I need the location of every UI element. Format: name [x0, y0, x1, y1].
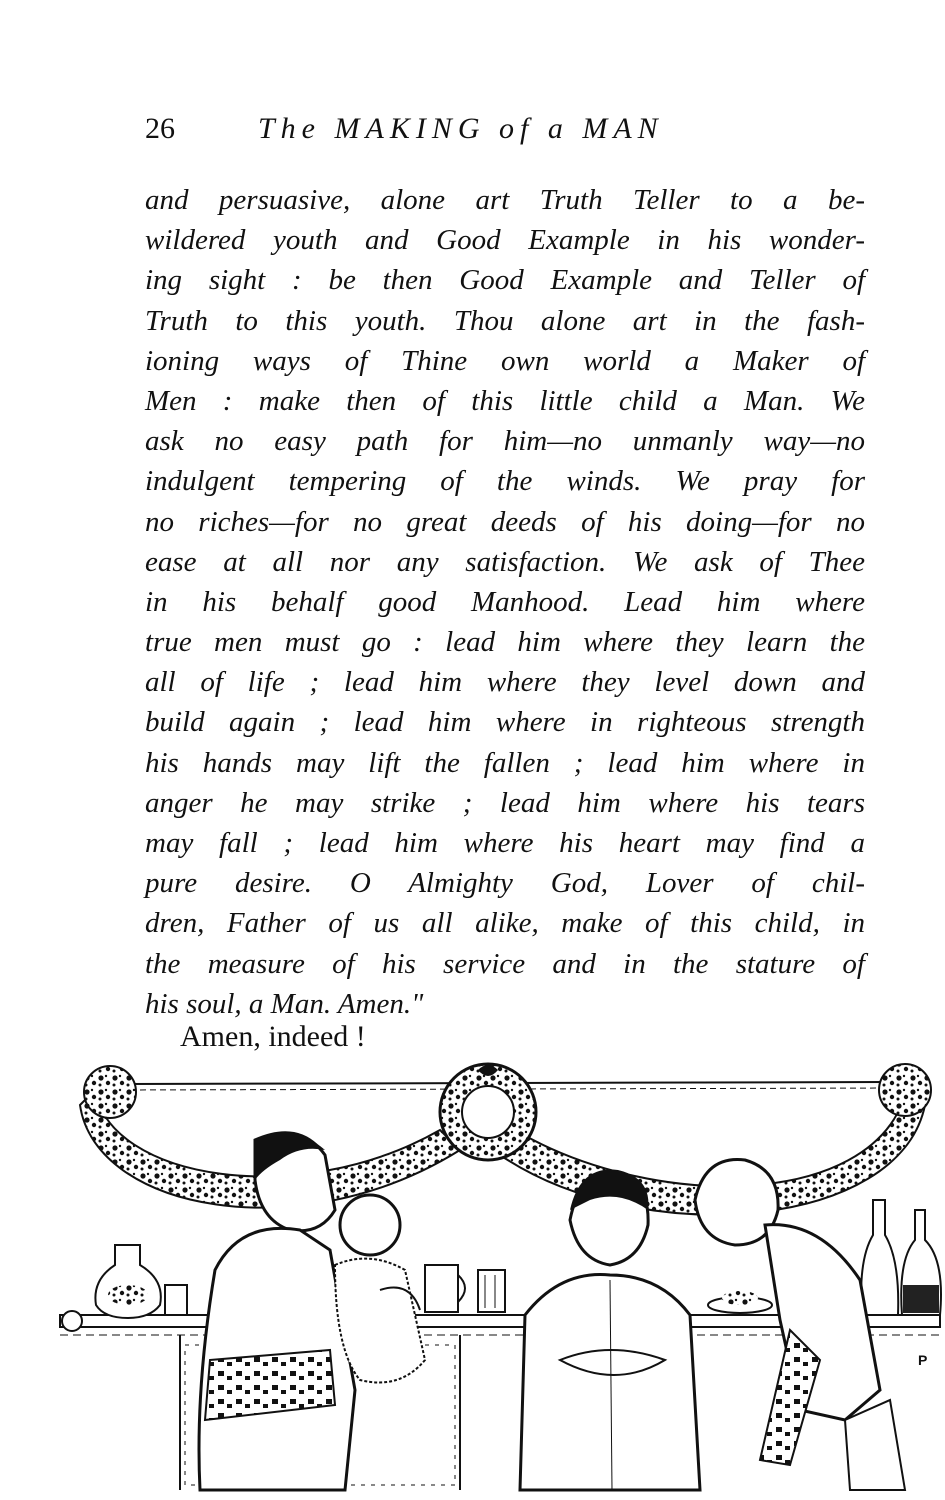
text-line: ask no easy path for him—no unmanly way—no	[145, 425, 865, 458]
text-line: all of life ; lead him where they level down and	[145, 666, 865, 699]
text-line: in his behalf good Manhood. Lead him where	[145, 585, 865, 618]
text-line: pure desire. O Almighty God, Lover of chil-	[145, 867, 865, 900]
text-line: may fall ; lead him where his heart may find a	[145, 827, 865, 859]
text-line: his hands may lift the fallen ; lead him where in	[145, 746, 865, 779]
text-line: build again ; lead him where in righteous strength	[145, 706, 865, 739]
text-line: indulgent tempering of the winds. We pray for	[145, 465, 865, 498]
closing-line: Amen, indeed !	[180, 1020, 366, 1053]
wreath-icon	[440, 1064, 536, 1160]
text-line: Truth to this youth. Thou alone art in the fash-	[145, 304, 865, 337]
running-head: The MAKING of a MAN	[258, 112, 664, 145]
body-text	[145, 180, 865, 1024]
text-line: Men : make then of this little child a Man. We	[145, 384, 865, 417]
text-line: the measure of his service and in the stature of	[145, 947, 865, 980]
christmas-family-illustration	[0, 1060, 945, 1500]
text-line: and persuasive, alone art Truth Teller to a be-	[145, 184, 865, 216]
text-line: ing sight : be then Good Example and Teller of	[145, 264, 865, 297]
text-line: true men must go : lead him where they learn the	[145, 626, 865, 659]
text-line: his soul, a Man. Amen."	[145, 987, 424, 1020]
boy-figure	[520, 1170, 700, 1491]
page-number: 26	[145, 112, 175, 145]
text-line: ease at all nor any satisfaction. We ask of Thee	[145, 545, 865, 578]
baby-figure	[335, 1195, 425, 1383]
text-line: dren, Father of us all alike, make of this child, in	[145, 907, 865, 940]
text-line: no riches—for no great deeds of his doing—for no	[145, 505, 865, 538]
text-line: anger he may strike ; lead him where his tears	[145, 786, 865, 819]
illustrator-signature: P	[918, 1352, 928, 1368]
text-line: wildered youth and Good Example in his wonder-	[145, 224, 865, 257]
text-line: ioning ways of Thine own world a Maker of	[145, 344, 865, 377]
